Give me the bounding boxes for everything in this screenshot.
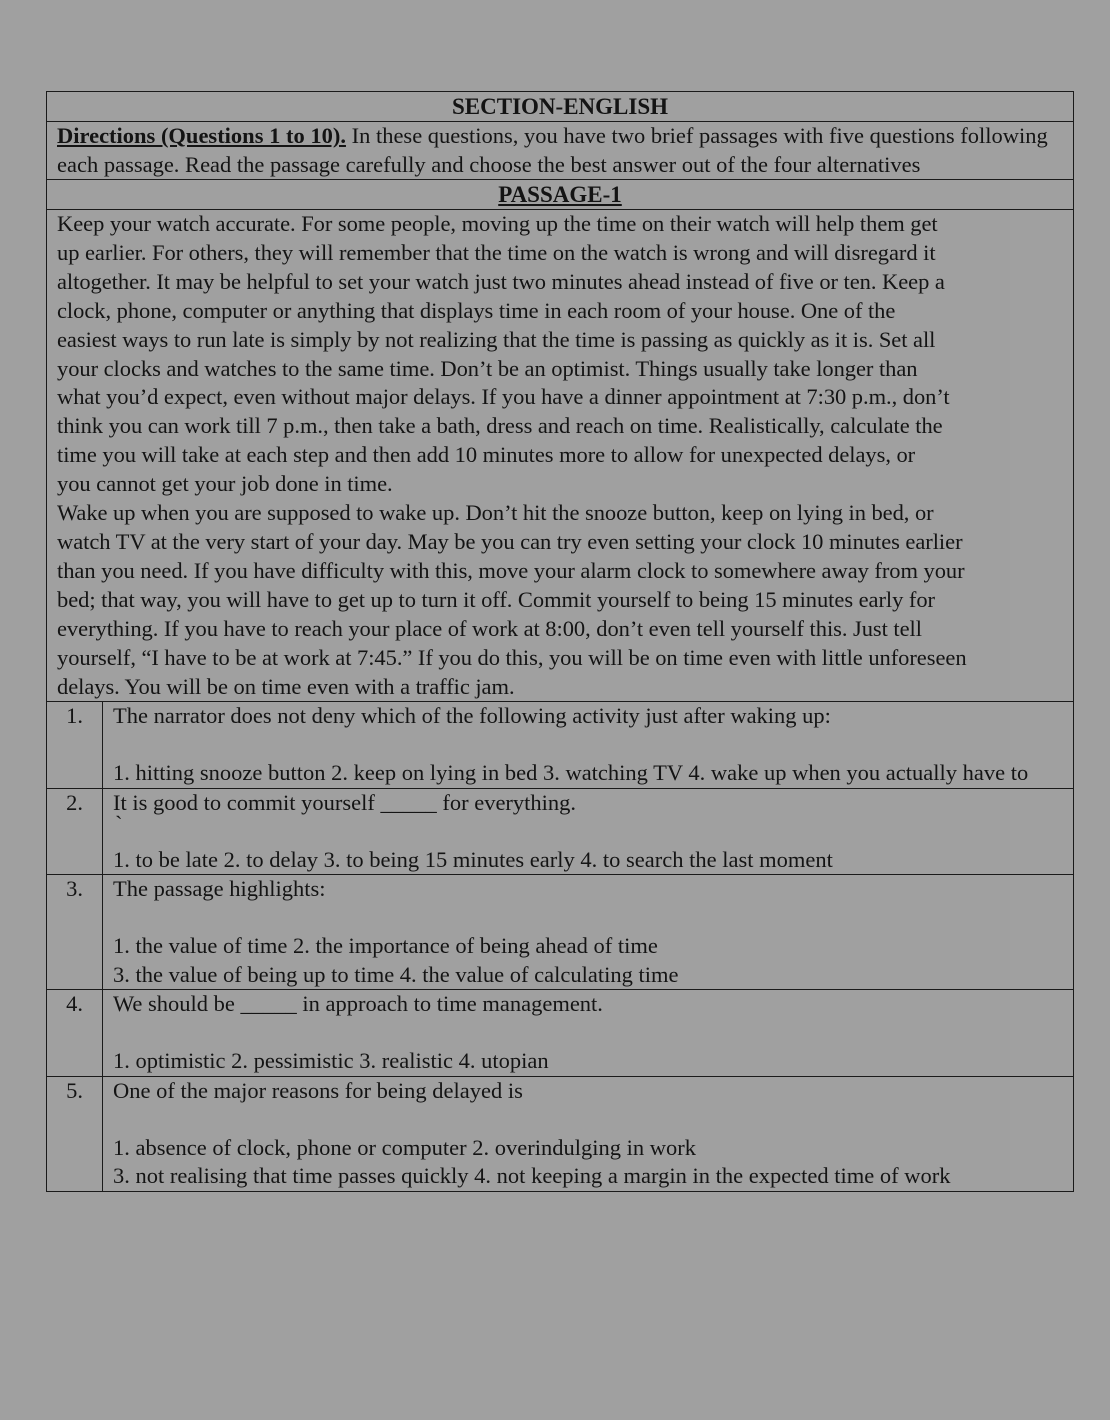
directions-lead: Directions (Questions 1 to 10).: [57, 123, 346, 148]
spacer: [113, 731, 1063, 760]
passage-line: Wake up when you are supposed to wake up. Don’t hit the snooze button, keep on lying in bed, or: [57, 500, 934, 526]
passage-line: your clocks and watches to the same time. Don’t be an optimist. Things usually take longer than: [57, 355, 918, 381]
passage-line: everything. If you have to reach your place of work at 8:00, don’t even tell yourself this. Just tell: [57, 615, 922, 641]
passage-line: up earlier. For others, they will remember that the time on the watch is wrong and will disregard it: [57, 239, 936, 265]
passage-line: what you’d expect, even without major delays. If you have a dinner appointment at 7:30 p.m., don’t: [57, 384, 950, 410]
question-text: It is good to commit yourself _____ for everything.: [113, 789, 577, 815]
passage-line: than you need. If you have difficulty with this, move your alarm clock to somewhere away from your: [57, 557, 965, 583]
spacer: [113, 1019, 1063, 1048]
question-number: 2.: [47, 788, 103, 875]
question-options: 1. optimistic 2. pessimistic 3. realistic 4. utopian: [113, 1048, 549, 1074]
question-number: 3.: [47, 875, 103, 990]
question-row-1: [47, 702, 1074, 789]
stray-mark: `: [115, 811, 123, 837]
directions: [47, 122, 1074, 180]
question-text: We should be _____ in approach to time management.: [113, 991, 603, 1017]
passage-line: think you can work till 7 p.m., then take a bath, dress and reach on time. Realistically, calculate the: [57, 413, 943, 439]
passage-line: delays. You will be on time even with a traffic jam.: [57, 673, 515, 699]
passage-line: easiest ways to run late is simply by not realizing that the time is passing as quickly as it is. Set all: [57, 326, 936, 352]
question-options: 3. the value of being up to time 4. the value of calculating time: [113, 961, 679, 987]
passage-line: altogether. It may be helpful to set your watch just two minutes ahead instead of five or ten. Keep a: [57, 268, 945, 294]
question-text: The narrator does not deny which of the following activity just after waking up:: [113, 703, 831, 729]
spacer: [113, 904, 1063, 933]
passage-row: [47, 210, 1074, 702]
question-options: 1. absence of clock, phone or computer 2. overindulging in work: [113, 1134, 696, 1160]
question-number: 1.: [47, 702, 103, 789]
section-title: SECTION-ENGLISH: [47, 92, 1074, 122]
question-body: [103, 990, 1074, 1077]
question-options: 1. hitting snooze button 2. keep on lying in bed 3. watching TV 4. wake up when you actually have to: [113, 760, 1029, 786]
passage-line: bed; that way, you will have to get up to turn it off. Commit yourself to being 15 minutes early for: [57, 586, 935, 612]
question-row-3: [47, 875, 1074, 990]
passage-body: [47, 210, 1074, 702]
passage-title-row: [47, 180, 1074, 210]
passage-line: yourself, “I have to be at work at 7:45.” If you do this, you will be on time even with little unforeseen: [57, 644, 967, 670]
question-body: [103, 875, 1074, 990]
passage-line: Keep your watch accurate. For some people, moving up the time on their watch will help them get: [57, 211, 938, 236]
question-number: 4.: [47, 990, 103, 1077]
question-body: [103, 1076, 1074, 1191]
question-row-5: [47, 1076, 1074, 1191]
passage-line: clock, phone, computer or anything that displays time in each room of your house. One of the: [57, 297, 896, 323]
question-body: [103, 788, 1074, 875]
question-number: 5.: [47, 1076, 103, 1191]
question-row-4: [47, 990, 1074, 1077]
question-text: The passage highlights:: [113, 876, 326, 902]
passage-line: time you will take at each step and then add 10 minutes more to allow for unexpected delays, or: [57, 442, 916, 468]
section-title-row: [47, 92, 1074, 122]
question-options: 1. to be late 2. to delay 3. to being 15 minutes early 4. to search the last moment: [113, 846, 833, 872]
question-text: One of the major reasons for being delayed is: [113, 1077, 523, 1103]
question-options: 3. not realising that time passes quickly 4. not keeping a margin in the expected time of work: [113, 1163, 951, 1189]
spacer: [113, 1105, 1063, 1134]
question-options: 1. the value of time 2. the importance of being ahead of time: [113, 933, 658, 959]
passage-title: PASSAGE-1: [47, 180, 1074, 210]
exam-page: [46, 91, 1073, 1192]
question-row-2: [47, 788, 1074, 875]
passage-line: watch TV at the very start of your day. May be you can try even setting your clock 10 minutes earlier: [57, 528, 963, 554]
exam-table: [46, 91, 1074, 1192]
directions-row: [47, 122, 1074, 180]
directions-text: In these questions, you have two brief passages with five questions following each passage. Read the passage carefully and choose the best answer out of the four alternatives: [57, 123, 1048, 177]
question-body: [103, 702, 1074, 789]
passage-line: you cannot get your job done in time.: [57, 471, 393, 497]
